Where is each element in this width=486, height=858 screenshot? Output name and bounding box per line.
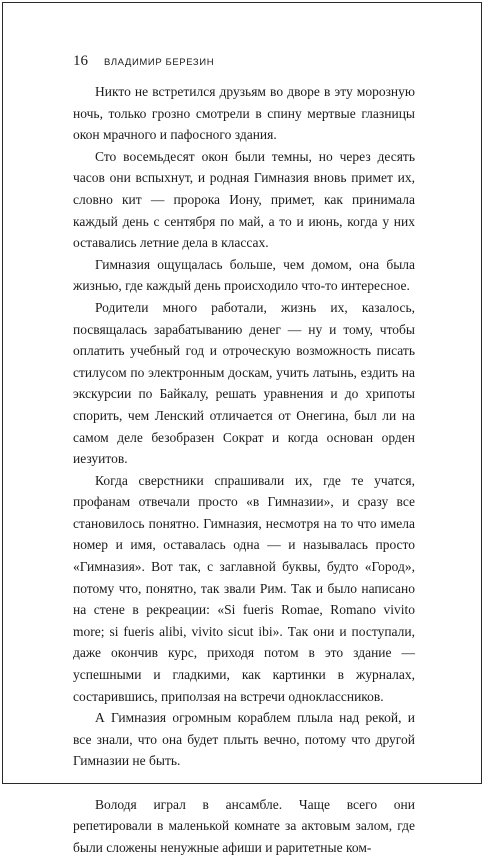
page-number: 16	[73, 53, 88, 69]
book-page	[2, 2, 482, 855]
paragraph: А Гимназия огромным кораблем плыла над рекой, и все знали, что она будет плыть вечно, потому что другой Гимназии не быть.	[73, 710, 415, 769]
paragraph: Когда сверстники спрашивали их, где те учатся, профанам отвечали просто «в Гимназии», и сразу все становилось понятно. Гимназия, несмотря на то что имела номер и имя, оставалась одна — и называлась просто «Гимназия». Вот так, с заглавной буквы, будто «Город», потому что, понятно, так звали Рим. Так и было написано на стене в рекреации: «Si fueris Romae, Romano vivito more; si fueris alibi, vivito sicut ibi». Так они и поступали, даже окончив курс, приходя потом в это здание — успешными и гладкими, как картинки в журналах, состарившись, приползая на встречи одноклассников.	[73, 472, 415, 704]
page-header	[73, 53, 214, 73]
paragraph-new-section: Володя играл в ансамбле. Чаще всего они репетировали в маленькой комнате за актовым залом, где были сложены ненужные афиши и раритетные ком-	[73, 796, 415, 855]
paragraph: Сто восемьдесят окон были темны, но через десять часов они вспыхнут, и родная Гимназия вновь примет их, словно кит — пророка Иону, примет, как принимала каждый день с сентября по май, а то и июнь, когда у них оставались летние дела в классах.	[73, 148, 415, 251]
paragraph: Родители много работали, жизнь их, казалось, посвящалась зарабатыванию денег — ну и тому, чтобы оплатить учебный год и отроческую возможность писать стилусом по электронным доскам, учить латынь, ездить на экскурсии по Байкалу, решать уравнения и до хрипоты спорить, чем Ленский отличается от Онегина, был ли на самом деле безобразен Сократ и когда основан орден иезуитов.	[73, 299, 415, 467]
running-head-author: ВЛАДИМИР БЕРЕЗИН	[104, 57, 215, 68]
paragraph: Гимназия ощущалась больше, чем домом, она была жизнью, где каждый день происходило что-то интересное.	[73, 256, 415, 294]
body-text	[73, 81, 415, 858]
paragraph: Никто не встретился друзьям во дворе в эту морозную ночь, только грозно смотрели в спину мертвые глазницы окон мрачного и пафосного здания.	[73, 84, 415, 143]
